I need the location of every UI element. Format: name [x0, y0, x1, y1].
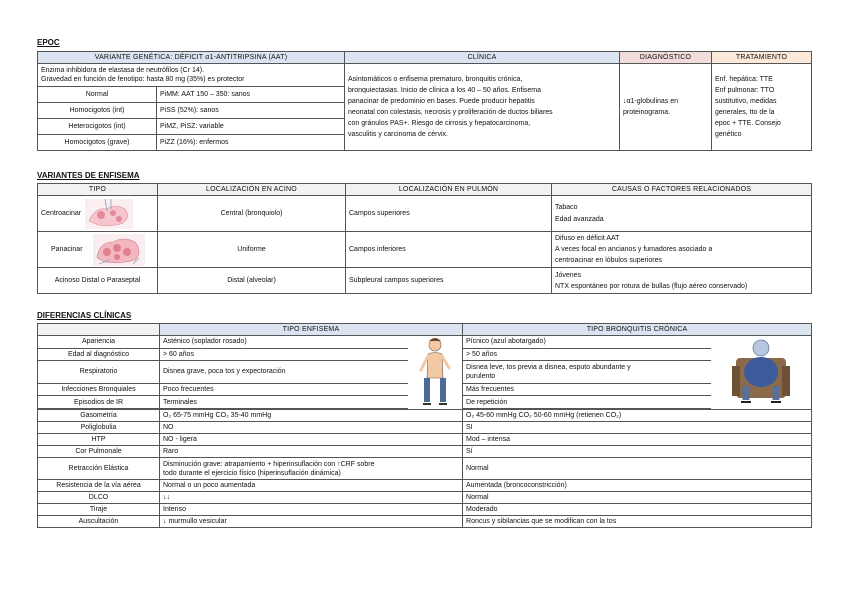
- header-bronquitis: TIPO BRONQUITIS CRÓNICA: [463, 324, 812, 336]
- diff-label: Cor Pulmonale: [38, 446, 160, 458]
- diff-label: Retracción Elástica: [38, 458, 160, 480]
- epoc-intro-line: Gravedad en función de fenotipo: hasta 80 mg (35%) es protector: [41, 76, 245, 83]
- diff-label: Auscultación: [38, 516, 160, 528]
- header-diagnostico: DIAGNÓSTICO: [620, 52, 712, 64]
- diff-text: Normal o un poco aumentada: [163, 482, 256, 489]
- bronquitis-figure-cell: [711, 336, 812, 410]
- tratamiento-line: Enf. hepática: TTE: [715, 76, 773, 83]
- phenotype-value: PiMZ, PiSZ: variable: [157, 119, 345, 135]
- epoc-diagnostico: [620, 64, 712, 151]
- diff-label: Poliglobulia: [38, 422, 160, 434]
- diff-row: [38, 434, 812, 446]
- diff-label: Edad al diagnóstico: [38, 348, 160, 361]
- diff-label: Resistencia de la vía aérea: [38, 480, 160, 492]
- diff-text: purulento: [466, 372, 496, 380]
- diff-enfisema: [160, 446, 463, 458]
- diff-text: Normal: [466, 494, 489, 501]
- variant-pulmon: Subpleural campos superiores: [346, 268, 552, 294]
- diff-text: Asténico (soplador rosado): [163, 338, 247, 346]
- diff-bronquitis: [463, 396, 711, 409]
- diff-row: [38, 446, 812, 458]
- variantes-title: VARIANTES DE ENFISEMA: [37, 171, 140, 180]
- panacinar-illustration-icon: [93, 234, 145, 266]
- phenotype-label: Homocigotos (int): [38, 103, 157, 119]
- variant-tipo: Centroacinar: [41, 210, 82, 217]
- diff-label: Apariencia: [38, 336, 160, 349]
- variant-tipo: Acinoso Distal o Paraseptal: [38, 268, 158, 294]
- diagnostico-line: ↓α1-globulinas en: [623, 98, 679, 105]
- centroacinar-illustration-icon: [85, 199, 133, 229]
- diff-text: Raro: [163, 448, 179, 455]
- diff-label: Episodios de IR: [38, 396, 160, 409]
- causa-line: Edad avanzada: [555, 215, 604, 223]
- diff-bronquitis: [463, 504, 812, 516]
- header-enfisema: TIPO ENFISEMA: [160, 324, 463, 336]
- diff-text: SI: [466, 424, 473, 431]
- header-acino: LOCALIZACIÓN EN ACINO: [158, 184, 346, 196]
- epoc-table: [37, 51, 812, 151]
- diff-bronquitis: [463, 434, 812, 446]
- diff-text: Normal: [466, 465, 489, 472]
- diff-bronquitis: [463, 458, 812, 480]
- clinica-line: con gránulos PAS+. Riesgo de cirrosis y hepatocarcinoma,: [348, 120, 531, 127]
- diff-row: [38, 504, 812, 516]
- diff-row: [38, 492, 812, 504]
- diff-enfisema: [160, 480, 463, 492]
- causa-line: Jóvenes: [555, 271, 582, 279]
- causa-line: A veces focal en ancianos y fumadores asociado a: [555, 246, 713, 253]
- diff-label: Infecciones Bronquiales: [38, 383, 160, 396]
- variant-acino: Central (bronquiolo): [158, 196, 346, 232]
- diff-bronquitis: [463, 361, 711, 384]
- diff-text: O₂ 65-75 mmHg CO₂ 35-40 mmHg: [163, 412, 272, 419]
- diff-label: Respiratorio: [38, 361, 160, 384]
- diagnostico-line: proteinograma.: [623, 109, 671, 116]
- header-pulmon: LOCALIZACIÓN EN PULMÓN: [346, 184, 552, 196]
- causa-line: centroacinar en lóbulos superiores: [555, 257, 663, 264]
- diff-bronquitis: [463, 410, 812, 422]
- diff-label: HTP: [38, 434, 160, 446]
- diff-text: Moderado: [466, 506, 498, 513]
- tratamiento-line: genético: [715, 131, 742, 138]
- header-tipo: TIPO: [38, 184, 158, 196]
- diff-text: O₂ 45-60 mmHg CO₂ 50-60 mmHg (retienen CO₂): [466, 412, 622, 419]
- diff-text: Disminución grave: atrapamiento + hiperinsuflación con ↑CRF sobre: [163, 460, 375, 468]
- diff-bronquitis: [463, 422, 812, 434]
- blue-bloater-figure-icon: [728, 336, 794, 406]
- diff-text: Disnea leve, tos previa a disnea, esputo abundante y: [466, 363, 631, 371]
- variant-causas: [552, 232, 812, 268]
- diff-text: Terminales: [163, 398, 197, 406]
- header-clinica: CLÍNICA: [345, 52, 620, 64]
- diff-text: ↓↓: [163, 494, 170, 501]
- variantes-table: [37, 183, 812, 294]
- diff-row: [38, 422, 812, 434]
- diff-enfisema: [160, 336, 408, 349]
- diff-bronquitis: [463, 492, 812, 504]
- diff-row: [38, 516, 812, 528]
- clinica-line: vasculitis y carcinoma de cérvix.: [348, 131, 448, 138]
- diferencias-title: DIFERENCIAS CLÍNICAS: [37, 311, 132, 320]
- epoc-intro-line: Enzima inhibidora de elastasa de neutrófilos (Cr 14).: [41, 67, 205, 74]
- phenotype-value: PiSS (52%): sanos: [157, 103, 345, 119]
- variant-acino: Uniforme: [158, 232, 346, 268]
- variant-pulmon: Campos inferiores: [346, 232, 552, 268]
- diff-bronquitis: [463, 446, 812, 458]
- epoc-intro: [38, 64, 345, 87]
- diff-enfisema: [160, 434, 463, 446]
- clinica-line: neonatal con colestasis, necrosis y proliferación de ductos biliares: [348, 109, 553, 116]
- epoc-clinica: [345, 64, 620, 151]
- diff-enfisema: [160, 348, 408, 361]
- clinica-line: panacinar de predominio en bases. Puede producir hepatitis: [348, 98, 535, 105]
- diff-bronquitis: [463, 336, 711, 349]
- tratamiento-line: epoc + TTE. Consejo: [715, 120, 781, 127]
- enfisema-figure-cell: [408, 336, 463, 410]
- phenotype-value: PiMM: AAT 150 – 350: sanos: [157, 87, 345, 103]
- clinica-line: bronquiectasias. Inicio de clínica a los 40 – 50 años. Enfisema: [348, 87, 542, 94]
- diff-enfisema: [160, 410, 463, 422]
- header-variante: VARIANTE GENÉTICA: DÉFICIT α1-ANTITRIPSINA (AAT): [38, 52, 345, 64]
- diff-enfisema: [160, 422, 463, 434]
- causa-line: Difuso en déficit AAT: [555, 235, 620, 242]
- variant-acino: Distal (alveolar): [158, 268, 346, 294]
- diff-bronquitis: [463, 348, 711, 361]
- diff-label: Gasometría: [38, 410, 160, 422]
- diff-text: > 50 años: [466, 350, 497, 358]
- diff-enfisema: [160, 492, 463, 504]
- clinica-line: Asintomáticos o enfisema prematuro, bronquitis crónica,: [348, 76, 523, 83]
- epoc-title: EPOC: [37, 38, 60, 47]
- diff-text: Poco frecuentes: [163, 386, 214, 394]
- diff-enfisema: [160, 396, 408, 409]
- diff-enfisema: [160, 516, 463, 528]
- variant-causas: [552, 196, 812, 232]
- diff-row: [38, 410, 812, 422]
- causa-line: Tabaco: [555, 203, 578, 211]
- diff-label: DLCO: [38, 492, 160, 504]
- variant-pulmon: Campos superiores: [346, 196, 552, 232]
- pink-puffer-figure-icon: [415, 336, 455, 406]
- diff-text: ↓ murmullo vesicular: [163, 518, 227, 525]
- phenotype-label: Homocigotos (grave): [38, 135, 157, 151]
- diff-text: Roncus y sibilancias que se modifican con la tos: [466, 518, 617, 525]
- diferencias-table: [37, 323, 812, 528]
- phenotype-label: Heterocigotos (int): [38, 119, 157, 135]
- header-tratamiento: TRATAMIENTO: [712, 52, 812, 64]
- diff-text: > 60 años: [163, 350, 194, 358]
- diff-enfisema: [160, 383, 408, 396]
- diff-enfisema: [160, 504, 463, 516]
- epoc-tratamiento: [712, 64, 812, 151]
- diff-text: Más frecuentes: [466, 386, 514, 394]
- variant-causas: [552, 268, 812, 294]
- diff-text: Sí: [466, 448, 473, 455]
- variant-tipo-cell: [38, 196, 158, 232]
- phenotype-label: Normal: [38, 87, 157, 103]
- causa-line: NTX espontáneo por rotura de bullas (flujo aéreo conservado): [555, 282, 748, 290]
- diff-bronquitis: [463, 383, 711, 396]
- tratamiento-line: Enf pulmonar: TTO: [715, 87, 775, 94]
- diff-text: De repetición: [466, 398, 508, 406]
- diff-text: Pícnico (azul abotargado): [466, 338, 546, 346]
- diff-enfisema: [160, 458, 463, 480]
- diff-text: Aumentada (broncoconstricción): [466, 482, 567, 489]
- diff-bronquitis: [463, 480, 812, 492]
- variant-tipo-cell: [38, 232, 158, 268]
- diff-text: NO - ligera: [163, 436, 197, 443]
- variant-tipo: Panacinar: [51, 246, 83, 253]
- phenotype-value: PiZZ (16%): enfermos: [157, 135, 345, 151]
- tratamiento-line: generales, tto de la: [715, 109, 775, 116]
- diff-row: [38, 458, 812, 480]
- diff-text: todo durante el ejercicio físico (hiperinsuflación dinámica): [163, 469, 341, 477]
- diff-text: Disnea grave, poca tos y expectoración: [163, 368, 286, 376]
- header-causas: CAUSAS O FACTORES RELACIONADOS: [552, 184, 812, 196]
- diff-text: Mod – intensa: [466, 436, 510, 443]
- diff-enfisema: [160, 361, 408, 384]
- diff-text: NO: [163, 424, 174, 431]
- diff-label: Tiraje: [38, 504, 160, 516]
- tratamiento-line: sustitutivo, medidas: [715, 98, 777, 105]
- diff-row: [38, 480, 812, 492]
- diff-text: Intenso: [163, 506, 186, 513]
- diff-bronquitis: [463, 516, 812, 528]
